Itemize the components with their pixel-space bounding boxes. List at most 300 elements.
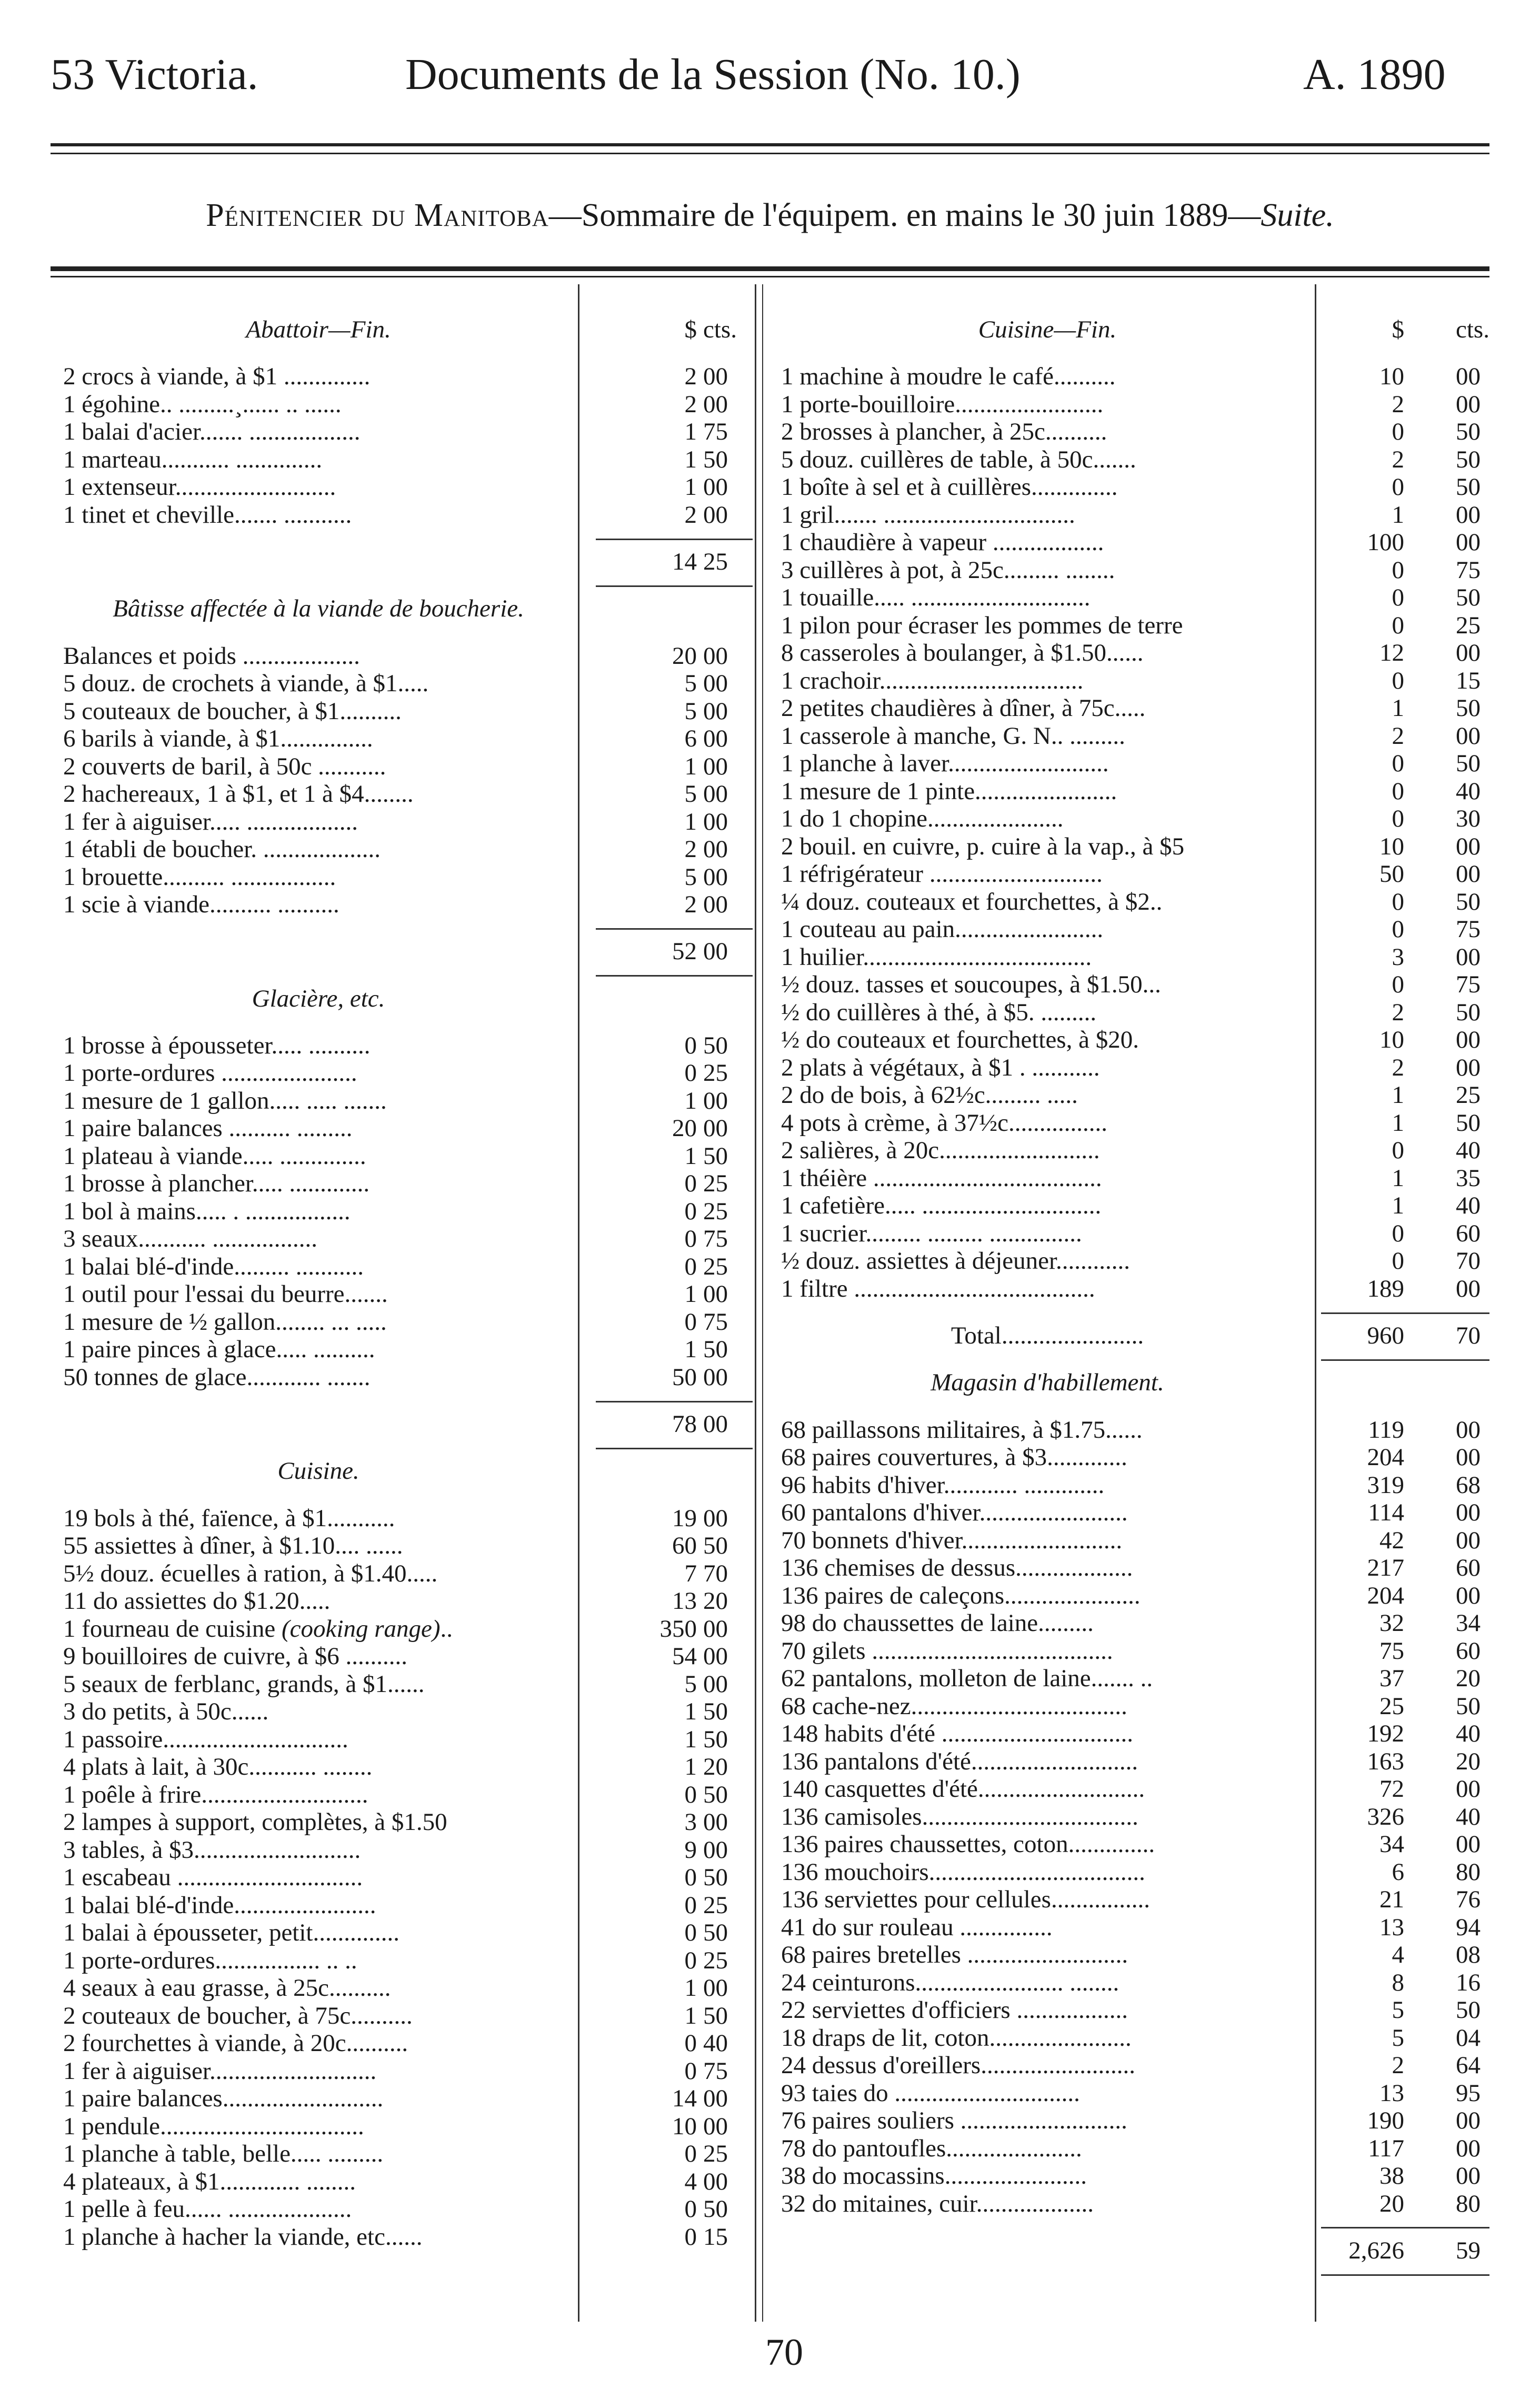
subtotal-row — [63, 938, 754, 966]
amount-dollars: 189 — [1367, 1275, 1404, 1302]
amount-cents: 40 — [703, 2029, 728, 2057]
amount-cents: 00 — [1456, 2134, 1481, 2162]
item-description: 2 crocs à viande, à $1 .............. — [63, 363, 371, 391]
amount-dollars: 0 — [1392, 1219, 1404, 1247]
amount-dollars: $ — [1392, 316, 1404, 343]
total-label — [63, 1410, 574, 1438]
inventory-row — [63, 1280, 754, 1308]
row-spacer — [63, 529, 754, 548]
inventory-row — [63, 1864, 754, 1892]
inventory-row — [781, 1886, 1487, 1914]
amount-dollars: 0 — [1392, 888, 1404, 916]
inventory-row — [781, 2107, 1487, 2135]
item-description: 5 douz. cuillères de table, à 50c....... — [781, 445, 1136, 473]
inventory-row — [781, 860, 1487, 888]
amount-cents: 00 — [1456, 1526, 1481, 1554]
amount-cents: 68 — [1456, 1471, 1481, 1499]
item-description: 2 petites chaudières à dîner, à 75c..... — [781, 694, 1146, 722]
amount-dollars: $ — [684, 316, 697, 343]
item-description: 1 do 1 chopine...................... — [781, 805, 1064, 833]
amount-dollars: 0 — [684, 1919, 697, 1946]
item-description: 78 do pantoufles...................... — [781, 2134, 1082, 2162]
amount-cents: 70 — [703, 1559, 728, 1587]
amount-cents: 50 — [703, 1336, 728, 1364]
item-description: 1 balai blé-d'inde....................... — [63, 1891, 376, 1919]
amount-cents: 00 — [703, 390, 728, 418]
item-description: 3 do petits, à 50c...... — [63, 1698, 269, 1725]
inventory-row — [63, 1115, 754, 1142]
item-description: 68 paires couvertures, à $3............. — [781, 1444, 1127, 1471]
amount-dollars: 34 — [1379, 1830, 1404, 1858]
item-description: 1 outil pour l'essai du beurre....... — [63, 1280, 388, 1308]
item-description: 68 paires bretelles .......................... — [781, 1941, 1128, 1968]
item-description: 18 draps de lit, coton....................... — [781, 2024, 1132, 2052]
inventory-row — [781, 1081, 1487, 1109]
amount-dollars: 10 — [1379, 363, 1404, 391]
inventory-row — [781, 1803, 1487, 1831]
amount-cents: 20 — [1456, 1747, 1481, 1775]
amount-cents: 00 — [703, 473, 728, 501]
inventory-row — [781, 1748, 1487, 1776]
amount-cents: 50 — [1456, 1109, 1481, 1137]
inventory-row — [781, 888, 1487, 916]
row-spacer — [781, 1350, 1487, 1369]
amount-cents: 25 — [703, 1891, 728, 1919]
table-rule-second — [51, 276, 1489, 277]
amount-cents: 25 — [703, 1197, 728, 1225]
row-spacer — [63, 1391, 754, 1410]
amount-cents: 50 — [1456, 694, 1481, 722]
amount-dollars: 2,626 — [1348, 2236, 1404, 2264]
item-description: 2 couverts de baril, à 50c ........... — [63, 752, 386, 780]
item-description: 62 pantalons, molleton de laine....... .. — [781, 1665, 1153, 1692]
amount-cents: 20 — [703, 1587, 728, 1615]
item-description: 1 touaille..... ............................. — [781, 584, 1091, 612]
amount-cents: 00 — [1456, 1275, 1481, 1302]
item-description: 1 filtre ....................................... — [781, 1275, 1095, 1302]
amount-dollars: 217 — [1367, 1554, 1404, 1581]
item-description: 1 paire pinces à glace..... .......... — [63, 1336, 375, 1364]
item-description: 1 brouette.......... ................. — [63, 863, 336, 891]
row-spacer — [63, 576, 754, 595]
row-spacer — [63, 1485, 754, 1505]
column-heading-row — [781, 316, 1487, 344]
amount-dollars: 20 — [672, 1115, 697, 1142]
amount-dollars: 1 — [684, 1753, 697, 1780]
amount-dollars: 192 — [1367, 1720, 1404, 1747]
inventory-row — [63, 1643, 754, 1670]
amount-cents: 75 — [703, 418, 728, 446]
amount-cents: 00 — [703, 1115, 728, 1142]
amount-cents: 50 — [703, 1725, 728, 1753]
item-description: 1 escabeau .............................. — [63, 1864, 363, 1891]
inventory-row — [781, 1720, 1487, 1748]
amount-dollars: 4 — [684, 2167, 697, 2195]
inventory-row — [63, 2168, 754, 2196]
item-description: 1 extenseur.......................... — [63, 473, 336, 501]
amount-dollars: 0 — [684, 1252, 697, 1280]
amount-dollars: 14 — [672, 548, 697, 575]
amount-dollars: 5 — [684, 670, 697, 697]
total-label — [781, 2237, 1314, 2265]
item-description: 1 mesure de ½ gallon........ ... ..... — [63, 1308, 387, 1336]
item-description: 5 douz. de crochets à viande, à $1..... — [63, 670, 429, 697]
inventory-row — [63, 1560, 754, 1588]
page-number: 70 — [765, 2331, 803, 2373]
amount-dollars: 0 — [684, 2140, 697, 2167]
item-description: 1 planche à laver.......................... — [781, 750, 1109, 778]
inventory-row — [63, 891, 754, 919]
right-inventory-column — [781, 316, 1487, 2284]
item-description: 1 bol à mains..... . ................. — [63, 1197, 351, 1225]
amount-cents: 60 — [1456, 1637, 1481, 1665]
item-description: 2 hachereaux, 1 à $1, et 1 à $4........ — [63, 780, 414, 808]
item-description: 5 couteaux de boucher, à $1.......... — [63, 697, 402, 725]
inventory-row — [781, 1693, 1487, 1720]
column-divider — [1315, 284, 1316, 2322]
item-description: 1 marteau........... .............. — [63, 445, 323, 473]
amount-dollars: 14 — [672, 2085, 697, 2112]
amount-cents: 00 — [703, 1615, 728, 1643]
amount-cents: 50 — [703, 1919, 728, 1946]
item-description: 2 plats à végétaux, à $1 . ........... — [781, 1053, 1100, 1081]
amount-dollars: 13 — [672, 1587, 697, 1615]
amount-cents: 00 — [703, 697, 728, 725]
inventory-row — [781, 1830, 1487, 1858]
row-spacer — [781, 1302, 1487, 1322]
inventory-row — [63, 2085, 754, 2113]
amount-dollars: 5 — [684, 780, 697, 808]
amount-dollars: 0 — [1392, 1137, 1404, 1165]
section-title: Bâtisse affectée à la viande de boucherie. — [113, 595, 524, 623]
total-label: Total....................... — [951, 1322, 1144, 1349]
amount-dollars: 1 — [684, 445, 697, 473]
section-title: Magasin d'habillement. — [931, 1369, 1164, 1397]
item-description: 1 brosse à plancher..... ............. — [63, 1170, 370, 1198]
item-description: 1 balai à épousseter, petit.............. — [63, 1919, 399, 1946]
item-description: 9 bouilloires de cuivre, à $6 .......... — [63, 1643, 407, 1670]
item-description: 68 cache-nez................................... — [781, 1692, 1127, 1720]
item-description: 2 fourchettes à viande, à 20c.......... — [63, 2029, 408, 2057]
amount-cents: 00 — [1456, 2107, 1481, 2134]
item-description: ½ do cuillères à thé, à $5. ......... — [781, 998, 1097, 1026]
item-description: 41 do sur rouleau ............... — [781, 1913, 1053, 1941]
amount-cents: 00 — [1456, 943, 1481, 971]
amount-cents: 50 — [1456, 998, 1481, 1026]
total-label — [63, 938, 574, 966]
inventory-row — [781, 1914, 1487, 1942]
item-description: ½ do couteaux et fourchettes, à $20. — [781, 1026, 1139, 1054]
amount-dollars: 204 — [1367, 1444, 1404, 1471]
amount-cents: 50 — [703, 2195, 728, 2223]
inventory-row — [63, 2140, 754, 2168]
inventory-row — [781, 1554, 1487, 1582]
amount-cents: 00 — [703, 780, 728, 808]
amount-cents: 75 — [1456, 916, 1481, 943]
left-inventory-column — [63, 316, 754, 2251]
amount-dollars: 1 — [684, 1725, 697, 1753]
item-description: 1 huilier..................................... — [781, 943, 1092, 971]
item-description: 1 plateau à viande..... .............. — [63, 1142, 366, 1170]
inventory-row — [63, 473, 754, 501]
inventory-row — [781, 1192, 1487, 1220]
amount-cents: 00 — [1456, 860, 1481, 888]
inventory-row — [781, 999, 1487, 1027]
amount-dollars: 0 — [1392, 805, 1404, 833]
amount-cents: 00 — [703, 1504, 728, 1532]
item-description: ½ douz. assiettes à déjeuner............ — [781, 1247, 1131, 1275]
inventory-row — [781, 1275, 1487, 1303]
amount-cents: 00 — [1456, 501, 1481, 529]
inventory-row — [781, 667, 1487, 695]
inventory-row — [781, 2135, 1487, 2163]
amount-cents: 00 — [703, 938, 728, 966]
item-description: 24 ceinturons........................ ........ — [781, 1968, 1119, 1996]
amount-cents: 00 — [1456, 639, 1481, 667]
amount-cents: 50 — [703, 1031, 728, 1059]
item-description: 1 planche à hacher la viande, etc...... — [63, 2223, 423, 2251]
amount-cents: cts. — [703, 316, 737, 343]
amount-cents: 00 — [703, 501, 728, 529]
item-description: 6 barils à viande, à $1............... — [63, 725, 373, 752]
amount-dollars: 0 — [684, 1891, 697, 1919]
amount-cents: 15 — [1456, 666, 1481, 694]
amount-cents: 00 — [703, 2085, 728, 2112]
amount-dollars: 326 — [1367, 1803, 1404, 1830]
item-description: 4 pots à crème, à 37½c................ — [781, 1109, 1107, 1137]
inventory-row — [63, 2029, 754, 2057]
amount-dollars: 0 — [684, 1197, 697, 1225]
amount-dollars: 0 — [1392, 584, 1404, 612]
amount-dollars: 0 — [684, 1170, 697, 1198]
amount-dollars: 8 — [1392, 1968, 1404, 1996]
sum-rule — [1321, 2227, 1489, 2228]
amount-dollars: 50 — [1379, 860, 1404, 888]
row-spacer — [781, 1397, 1487, 1416]
amount-dollars: 2 — [1392, 390, 1404, 418]
amount-cents: 00 — [703, 642, 728, 670]
item-description: 1 fourneau de cuisine (cooking range).. — [63, 1615, 453, 1643]
amount-dollars: 2 — [684, 363, 697, 391]
item-description: 2 do de bois, à 62½c......... ..... — [781, 1081, 1078, 1109]
item-description: 5½ douz. écuelles à ration, à $1.40..... — [63, 1559, 438, 1587]
amount-cents: 50 — [1456, 750, 1481, 778]
amount-dollars: 5 — [1392, 1996, 1404, 2024]
item-description: 136 serviettes pour cellules................ — [781, 1886, 1150, 1913]
amount-dollars: 0 — [1392, 750, 1404, 778]
amount-cents: 20 — [1456, 1665, 1481, 1692]
inventory-row — [63, 2195, 754, 2223]
amount-cents: 00 — [703, 752, 728, 780]
inventory-row — [63, 725, 754, 753]
inventory-row — [781, 2190, 1487, 2218]
amount-dollars: 1 — [1392, 1164, 1404, 1192]
item-description: 70 gilets ....................................... — [781, 1637, 1113, 1665]
item-description: 1 théière ..................................... — [781, 1164, 1102, 1192]
amount-dollars: 0 — [684, 1059, 697, 1087]
item-description: 140 casquettes d'été........................... — [781, 1775, 1145, 1803]
amount-dollars: 319 — [1367, 1471, 1404, 1499]
item-description: 60 pantalons d'hiver........................ — [781, 1499, 1128, 1526]
inventory-row — [63, 2223, 754, 2251]
item-description: 136 chemises de dessus................... — [781, 1554, 1133, 1581]
sum-rule — [596, 539, 753, 540]
amount-dollars: 1 — [684, 418, 697, 446]
amount-dollars: 960 — [1367, 1322, 1404, 1349]
amount-cents: 75 — [1456, 556, 1481, 584]
inventory-row — [63, 2113, 754, 2141]
inventory-row — [63, 835, 754, 863]
item-description: 1 cafetière..... ............................. — [781, 1192, 1102, 1220]
amount-dollars: 2 — [1392, 2052, 1404, 2079]
inventory-row — [63, 1753, 754, 1781]
amount-cents: 00 — [1456, 363, 1481, 391]
inventory-row — [63, 1032, 754, 1060]
amount-dollars: 5 — [684, 863, 697, 891]
amount-dollars: 42 — [1379, 1526, 1404, 1554]
item-description: 1 scie à viande.......... .......... — [63, 891, 339, 918]
row-spacer — [781, 2264, 1487, 2284]
item-description: 1 pendule................................. — [63, 2112, 364, 2140]
amount-cents: 70 — [1456, 1322, 1481, 1349]
inventory-row — [781, 778, 1487, 805]
amount-cents: 20 — [703, 1753, 728, 1780]
amount-cents: 35 — [1456, 1164, 1481, 1192]
amount-dollars: 50 — [672, 1363, 697, 1391]
item-description: 4 plats à lait, à 30c........... ........ — [63, 1753, 373, 1780]
column-divider — [762, 284, 763, 2322]
section-title: Cuisine—Fin. — [978, 316, 1117, 343]
item-description: Balances et poids ................... — [63, 642, 360, 670]
row-spacer — [63, 1438, 754, 1458]
inventory-row — [63, 1808, 754, 1836]
row-spacer — [63, 919, 754, 938]
amount-dollars: 1 — [684, 1142, 697, 1170]
amount-cents: 00 — [1456, 529, 1481, 556]
inventory-row — [63, 1919, 754, 1947]
inventory-row — [781, 1775, 1487, 1803]
amount-cents: 00 — [703, 835, 728, 863]
amount-cents: 00 — [703, 1280, 728, 1308]
section-title: Cuisine. — [277, 1457, 359, 1485]
item-description: 1 pelle à feu...... .................... — [63, 2195, 352, 2223]
inventory-row — [63, 1225, 754, 1253]
item-description: 1 planche à table, belle..... ......... — [63, 2140, 384, 2167]
subtotal-row — [63, 1410, 754, 1438]
item-description: 2 lampes à support, complètes, à $1.50 — [63, 1808, 447, 1836]
inventory-row — [781, 612, 1487, 640]
row-spacer — [781, 344, 1487, 363]
item-description: 2 brosses à plancher, à 25c.......... — [781, 418, 1107, 446]
inventory-row — [63, 1364, 754, 1391]
amount-cents: cts. — [1456, 316, 1489, 343]
inventory-row — [781, 639, 1487, 667]
amount-cents: 50 — [703, 445, 728, 473]
inventory-row — [63, 363, 754, 391]
amount-cents: 75 — [1456, 971, 1481, 999]
amount-dollars: 32 — [1379, 1609, 1404, 1637]
item-description: 1 égohine.. .........¸...... .. ...... — [63, 390, 342, 418]
inventory-row — [781, 1996, 1487, 2024]
amount-dollars: 1 — [1392, 1081, 1404, 1109]
inventory-row — [63, 1726, 754, 1754]
amount-dollars: 0 — [684, 1864, 697, 1891]
inventory-row — [781, 1609, 1487, 1637]
item-description: 1 crachoir................................. — [781, 666, 1084, 694]
item-description: 1 sucrier......... ......... ............... — [781, 1219, 1082, 1247]
inventory-row — [63, 1615, 754, 1643]
inventory-row — [781, 2079, 1487, 2107]
amount-cents: 50 — [1456, 473, 1481, 501]
item-description: 24 dessus d'oreillers......................... — [781, 2052, 1135, 2079]
sum-rule — [1321, 1359, 1489, 1361]
inventory-row — [781, 1416, 1487, 1444]
amount-cents: 00 — [703, 1836, 728, 1864]
item-description: 1 paire balances .......... ......... — [63, 1115, 353, 1142]
item-description: 1 poêle à frire........................... — [63, 1780, 368, 1808]
item-description: 1 porte-ordures................. .. .. — [63, 1946, 357, 1974]
item-description: 1 couteau au pain........................ — [781, 916, 1104, 943]
item-description: 1 boîte à sel et à cuillères.............. — [781, 473, 1118, 501]
amount-dollars: 0 — [1392, 473, 1404, 501]
amount-dollars: 4 — [1392, 1941, 1404, 1968]
row-spacer — [781, 2217, 1487, 2237]
amount-dollars: 0 — [684, 2195, 697, 2223]
item-description: 38 do mocassins....................... — [781, 2162, 1087, 2190]
item-description: 1 brosse à épousseter..... .......... — [63, 1031, 371, 1059]
subtitle-institution: Pénitencier du Manitoba — [206, 197, 549, 233]
amount-dollars: 13 — [1379, 2079, 1404, 2107]
item-description: 1 balai d'acier....... .................. — [63, 418, 361, 446]
inventory-row — [781, 1054, 1487, 1082]
subtitle-continued: Suite. — [1261, 197, 1334, 233]
inventory-row — [781, 1165, 1487, 1192]
item-description: ½ douz. tasses et soucoupes, à $1.50... — [781, 971, 1161, 999]
sum-rule — [596, 1448, 753, 1449]
inventory-row — [781, 2162, 1487, 2190]
amount-cents: 80 — [1456, 1858, 1481, 1886]
amount-cents: 00 — [1456, 1444, 1481, 1471]
amount-cents: 50 — [1456, 1996, 1481, 2024]
item-description: 2 salières, à 20c.......................... — [781, 1137, 1100, 1165]
item-description: 1 tinet et cheville....... ........... — [63, 501, 352, 529]
inventory-row — [781, 1637, 1487, 1665]
item-description: 136 mouchoirs................................... — [781, 1858, 1145, 1886]
inventory-row — [63, 1670, 754, 1698]
section-heading — [63, 1457, 754, 1485]
amount-cents: 70 — [1456, 1247, 1481, 1275]
item-description: 4 seaux à eau grasse, à 25c.......... — [63, 1974, 391, 2002]
row-spacer — [63, 623, 754, 642]
amount-cents: 00 — [1456, 1830, 1481, 1858]
amount-cents: 50 — [703, 1142, 728, 1170]
amount-cents: 60 — [1456, 1219, 1481, 1247]
item-description: 1 porte-ordures ...................... — [63, 1059, 357, 1087]
amount-cents: 50 — [703, 1532, 728, 1559]
amount-cents: 30 — [1456, 805, 1481, 833]
inventory-row — [63, 446, 754, 474]
amount-cents: 50 — [1456, 1692, 1481, 1720]
amount-dollars: 0 — [684, 2029, 697, 2057]
amount-dollars: 2 — [684, 891, 697, 918]
inventory-row — [781, 2052, 1487, 2079]
inventory-row — [781, 391, 1487, 419]
inventory-row — [63, 863, 754, 891]
amount-dollars: 6 — [684, 725, 697, 752]
amount-dollars: 20 — [672, 642, 697, 670]
inventory-row — [63, 1142, 754, 1170]
amount-dollars: 6 — [1392, 1858, 1404, 1886]
